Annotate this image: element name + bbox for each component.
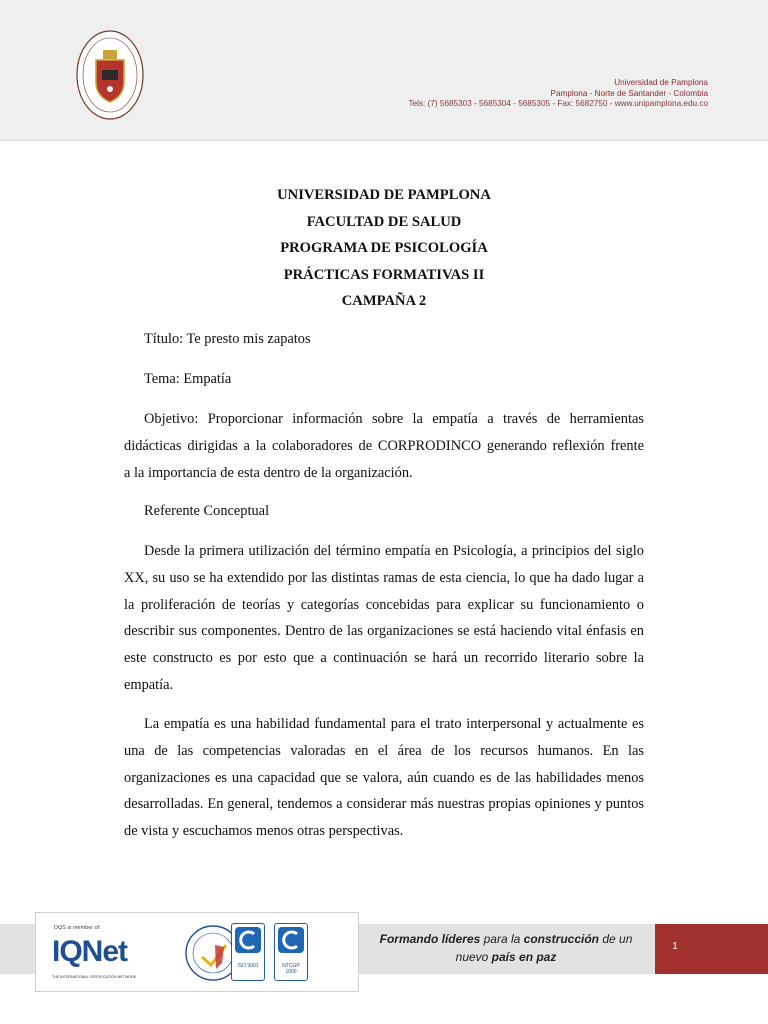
footer-slogan bbox=[366, 930, 646, 966]
iqnet-logo: IQNet bbox=[52, 935, 128, 968]
iqnet-tagline: THE INTERNATIONAL CERTIFICATION NETWORK bbox=[52, 975, 137, 979]
paragraph-2: La empatía es una habilidad fundamental para el trato interpersonal y actualmente es una de las competencias valoradas en el área de los recursos humanos. En las organizaciones es una capacidad que se valora, aún cuando es de las habilidades menos desarrolladas. En general, tendemos a considerar más nuestras propias opiniones y puntos de vista y escuchamos menos otras perspectivas. bbox=[124, 716, 644, 840]
objetivo-paragraph bbox=[124, 406, 644, 486]
footer-certification-logos bbox=[35, 912, 359, 992]
title-course: PRÁCTICAS FORMATIVAS II bbox=[283, 266, 485, 283]
iqnet-member-text: DQS is member of: bbox=[54, 925, 101, 931]
document-titles bbox=[0, 182, 768, 315]
slogan-part-1: Formando líderes bbox=[379, 932, 481, 946]
title-faculty: FACULTAD DE SALUD bbox=[306, 213, 462, 230]
slogan-part-3: construcción bbox=[523, 932, 600, 946]
header-phones: Tels: (7) 5685303 - 5685304 - 5685305 - Fax: 5682750 - www.unipamplona.edu.co bbox=[408, 99, 708, 108]
icontec-c-icon bbox=[232, 924, 264, 958]
iso-9001-label: ISO 9001 bbox=[237, 963, 259, 969]
titulo-line: Título: Te presto mis zapatos bbox=[144, 331, 311, 347]
title-campaign: CAMPAÑA 2 bbox=[341, 293, 427, 309]
page-header bbox=[0, 0, 768, 141]
title-university: UNIVERSIDAD DE PAMPLONA bbox=[277, 187, 491, 203]
objetivo-line-2: didácticas dirigidas a la colaboradores de CORPRODINCO generando reflexión frente bbox=[124, 437, 644, 454]
ntcgp-label: NTCGP bbox=[282, 963, 300, 969]
header-location: Pamplona - Norte de Santander - Colombia bbox=[550, 88, 708, 98]
header-contact-block bbox=[409, 78, 709, 110]
page-number: 1 bbox=[672, 941, 678, 952]
referente-heading: Referente Conceptual bbox=[144, 503, 270, 519]
tema-line: Tema: Empatía bbox=[144, 371, 232, 387]
paragraph-1: Desde la primera utilización del término empatía en Psicología, a principios del siglo XX, su uso se ha extendido por las distintas ramas de esta ciencia, lo que ha dado lugar a la proliferación de teorías y categorías concebidas para explicar su funcionamiento o describir sus componentes. Dentro de las organizaciones se está haciendo vital énfasis en este constructo es por esto que a continuación se hará un recorrido literario sobre la empatía. bbox=[124, 543, 644, 693]
university-seal-logo bbox=[76, 30, 144, 120]
objetivo-line-1: Objetivo: Proporcionar información sobre la empatía a través de herramientas bbox=[144, 411, 644, 427]
icontec-c-icon-2 bbox=[275, 924, 307, 958]
title-program: PROGRAMA DE PSICOLOGÍA bbox=[280, 240, 488, 256]
slogan-part-5: nuevo bbox=[455, 950, 492, 964]
slogan-part-2: para la bbox=[480, 932, 524, 946]
ntcgp-1000-badge bbox=[274, 923, 308, 981]
slogan-part-6: país en paz bbox=[491, 950, 557, 964]
objetivo-line-3: a la importancia de esta dentro de la organización. bbox=[124, 464, 413, 481]
ntcgp-number: 1000 bbox=[285, 969, 297, 975]
header-university-name: Universidad de Pamplona bbox=[614, 78, 708, 87]
slogan-part-4: de un bbox=[599, 932, 633, 946]
iso-9001-badge bbox=[231, 923, 265, 981]
